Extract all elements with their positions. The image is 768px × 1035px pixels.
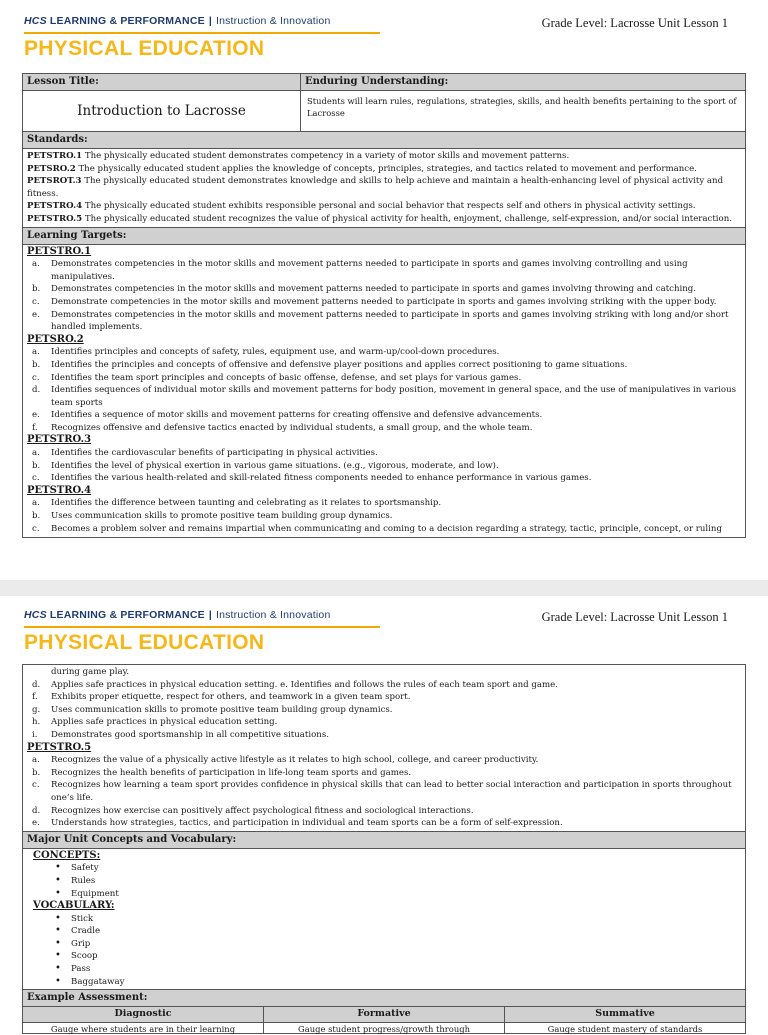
target-item: g. Uses communication skills to promote positive team building group dynamics. <box>32 704 393 715</box>
concept-item: • Safety <box>33 862 741 875</box>
standards-label: Standards: <box>23 132 745 149</box>
target-item: c. Identifies the team sport principles and concepts of basic offense, defense, and set plays for various games. <box>32 372 522 383</box>
standard-item: PETSROT.3 The physically educated student demonstrates knowledge and skills to help achieve and maintain a health-enhancing level of physical activity and fitness. <box>27 176 724 199</box>
vocabulary-item: • Cradle <box>33 925 741 938</box>
standard-item: PETSTRO.5 The physically educated student recognizes the value of physical activity for health, enjoyment, challenge, self-expression, and/or social interaction. <box>27 213 732 224</box>
standard-item: PETSRO.2 The physically educated student applies the knowledge of concepts, principles, strategies, and tactics related to movement and performance. <box>27 163 697 174</box>
concept-item: • Rules <box>33 875 741 888</box>
page-gap <box>0 580 768 596</box>
example-assessment-label: Example Assessment: <box>23 990 745 1007</box>
page-title: PHYSICAL EDUCATION <box>24 631 265 654</box>
grade-level: Grade Level: Lacrosse Unit Lesson 1 <box>541 610 728 624</box>
page-header <box>24 598 744 654</box>
concept-item: • Equipment <box>33 888 741 901</box>
learning-targets-continued <box>23 665 745 832</box>
target-item: h. Applies safe practices in physical education setting. <box>32 717 278 728</box>
target-group-code: PETSTRO.4 <box>27 484 92 496</box>
brand-separator: | <box>208 15 212 27</box>
brand-logo <box>24 15 331 27</box>
assessment-col-summative: Summative <box>595 1008 655 1020</box>
standard-item: PETSTRO.4 The physically educated student exhibits responsible personal and social behavior that respects self and others in physical activity settings. <box>27 201 696 212</box>
brand-separator: | <box>208 609 212 621</box>
target-item: b. Identifies the principles and concepts of offensive and defensive player positions and applies correct positioning to game situations. <box>32 359 628 370</box>
target-item: c. Recognizes how learning a team sport provides confidence in physical skills that can lead to better social interaction and participation in sports throughout one’s life. <box>32 780 732 803</box>
vocabulary-item: • Pass <box>33 963 741 976</box>
brand-learning-performance: LEARNING & PERFORMANCE <box>49 609 205 621</box>
brand-underline <box>24 626 380 628</box>
vocabulary-item: • Stick <box>33 913 741 926</box>
target-item: b. Uses communication skills to promote positive team building group dynamics. <box>32 511 393 522</box>
vocabulary-item: • Baggataway <box>33 976 741 989</box>
enduring-understanding-label: Enduring Understanding: <box>305 76 449 87</box>
target-item: f. Recognizes offensive and defensive tactics enacted by individual students, a small group, and the whole team. <box>32 422 533 433</box>
page-header <box>24 4 744 60</box>
target-group-code: PETSTRO.1 <box>27 245 92 257</box>
target-group-code: PETSRO.2 <box>27 333 84 345</box>
target-item: c. Becomes a problem solver and remains impartial when communicating and coming to a decision regarding a strategy, tactic, principle, concept, or ruling <box>32 523 722 534</box>
concepts-label: CONCEPTS: <box>33 849 101 861</box>
target-item: f. Exhibits proper etiquette, respect for others, and teamwork in a given team sport. <box>32 692 411 703</box>
target-item: d. Identifies sequences of individual motor skills and movement patterns for body position, movement in general space, and the use of manipulatives in various team sports <box>32 385 737 408</box>
target-group-code: PETSTRO.5 <box>27 741 92 753</box>
assessment-col-diagnostic: Diagnostic <box>23 1007 264 1022</box>
target-item: c. Identifies the various health-related and skill-related fitness components needed to enhance performance in various games. <box>32 473 592 484</box>
target-item: e. Understands how strategies, tactics, and participation in individual and team sports can be a form of self-expression. <box>32 818 563 829</box>
target-item: b. Recognizes the health benefits of participation in life-long team sports and games. <box>32 767 412 778</box>
target-item: a. Demonstrates competencies in the motor skills and movement patterns needed to participate in sports and games involving controlling and using manipulatives. <box>32 259 688 282</box>
assessment-desc-formative: Gauge student progress/growth through <box>264 1023 505 1033</box>
lesson-table <box>22 73 746 538</box>
page-title: PHYSICAL EDUCATION <box>24 37 265 60</box>
target-item: i. Demonstrates good sportsmanship in all competitive situations. <box>32 729 329 740</box>
brand-hcs: HCS <box>24 15 47 27</box>
brand-instruction-innovation: Instruction & Innovation <box>215 609 331 621</box>
brand-underline <box>24 32 380 34</box>
concepts-vocabulary-list <box>23 849 745 991</box>
brand-hcs: HCS <box>24 609 47 621</box>
brand-logo <box>24 609 331 621</box>
target-item: a. Identifies the cardiovascular benefits of participating in physical activities. <box>32 448 378 459</box>
brand-learning-performance: LEARNING & PERFORMANCE <box>49 15 205 27</box>
vocabulary-item: • Grip <box>33 938 741 951</box>
standard-item: PETSTRO.1 The physically educated student demonstrates competency in a variety of motor skills and movement patterns. <box>27 151 570 161</box>
learning-targets-label: Learning Targets: <box>23 228 745 245</box>
assessment-desc-summative: Gauge student mastery of standards <box>547 1023 703 1034</box>
learning-targets-list <box>23 245 745 538</box>
concepts-vocabulary-label: Major Unit Concepts and Vocabulary: <box>23 832 745 849</box>
target-item: c. Demonstrate competencies in the motor skills and movement patterns needed to participate in sports and games involving striking with the upper body. <box>32 296 717 307</box>
assessment-column-headers <box>23 1007 745 1023</box>
lesson-title: Introduction to Lacrosse <box>23 91 301 131</box>
lesson-table-continued <box>22 664 746 1034</box>
target-item: d. Applies safe practices in physical education setting. e. Identifies and follows the rules of each team sport and game. <box>32 679 558 690</box>
vocabulary-item: • Scoop <box>33 950 741 963</box>
target-item: a. Identifies the difference between taunting and celebrating as it relates to sportsmanship. <box>32 498 442 509</box>
standards-list <box>23 149 745 228</box>
enduring-understanding-text: Students will learn rules, regulations, strategies, skills, and health benefits pertaining to the sport of Lacrosse <box>307 96 737 118</box>
target-group-code: PETSTRO.3 <box>27 434 92 446</box>
assessment-desc-diagnostic: Gauge where students are in their learning <box>23 1023 264 1033</box>
assessment-descriptions <box>23 1023 745 1033</box>
grade-level: Grade Level: Lacrosse Unit Lesson 1 <box>541 16 728 30</box>
brand-instruction-innovation: Instruction & Innovation <box>215 15 331 27</box>
target-item: e. Demonstrates competencies in the motor skills and movement patterns needed to participate in sports and games involving striking with long and/or short handled implements. <box>32 309 729 333</box>
target-item: a. Recognizes the value of a physically active lifestyle as it relates to high school, college, and career productivity. <box>32 755 539 766</box>
target-item: d. Recognizes how exercise can positively affect psychological fitness and sociological interactions. <box>32 805 474 816</box>
target-item: a. Identifies principles and concepts of safety, rules, equipment use, and warm-up/cool-down procedures. <box>32 347 500 358</box>
target-item: b. Demonstrates competencies in the motor skills and movement patterns needed to participate in sports and games involving throwing and catching. <box>32 284 697 295</box>
vocabulary-label: VOCABULARY: <box>33 900 115 912</box>
document-page-2 <box>0 596 768 1034</box>
target-item: e. Identifies a sequence of motor skills and movement patterns for creating offensive and defensive advancements. <box>32 410 543 421</box>
lesson-content-row <box>23 91 745 132</box>
lesson-title-label: Lesson Title: <box>23 74 301 90</box>
assessment-col-formative: Formative <box>264 1007 505 1022</box>
target-item-continued: during game play. <box>51 667 130 677</box>
target-item: b. Identifies the level of physical exertion in various game situations. (e.g., vigorous, moderate, and low). <box>32 460 499 471</box>
lesson-header-row <box>23 74 745 91</box>
